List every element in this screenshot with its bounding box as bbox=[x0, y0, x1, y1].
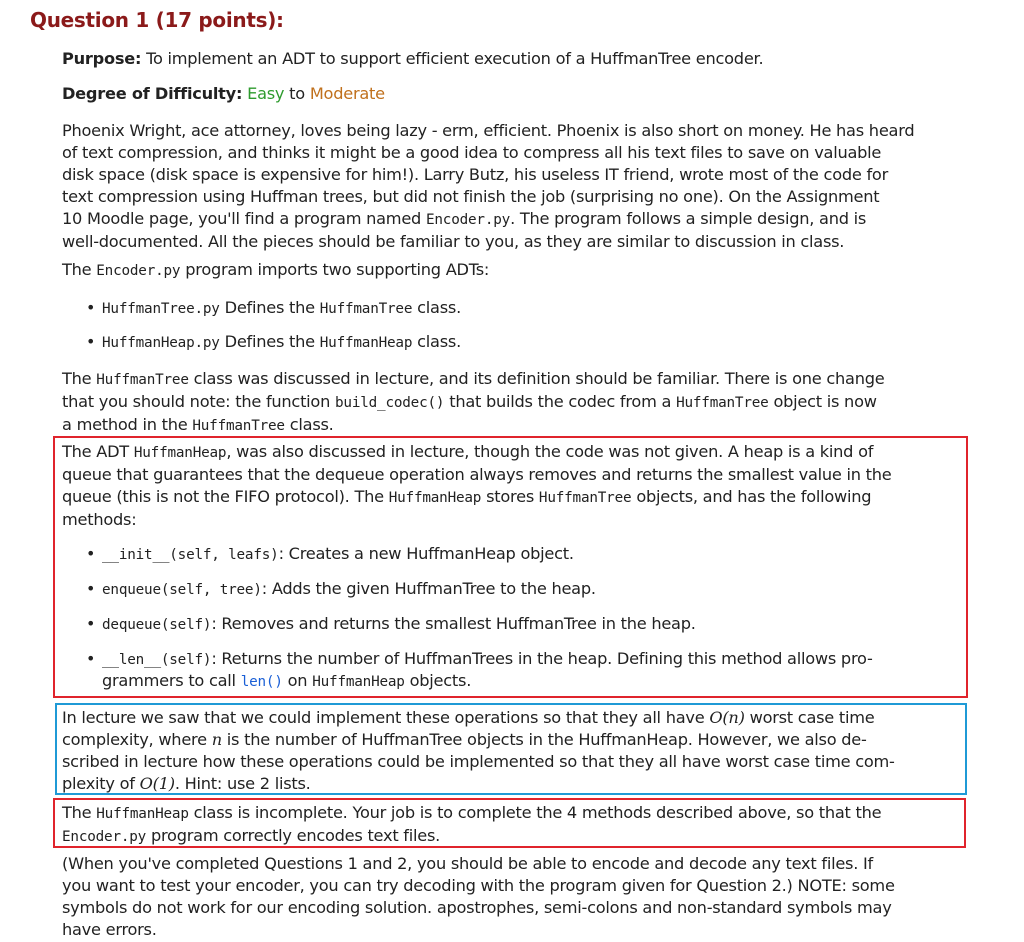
closing-line-4: have errors. bbox=[62, 920, 157, 939]
encoder-filename: Encoder.py bbox=[425, 212, 511, 228]
heap-line-2: queue that guarantees that the dequeue operation always removes and returns the smallest value in the bbox=[62, 465, 892, 484]
lp-l1m: O(n) bbox=[709, 708, 745, 727]
lc-a: grammers to call bbox=[102, 671, 236, 690]
method-signature: dequeue(self) bbox=[102, 617, 212, 633]
heap-paragraph bbox=[62, 441, 948, 531]
lp-l2m: n bbox=[211, 730, 222, 749]
closing-line-2: you want to test your encoder, you can try decoding with the program given for Question 2.) NOTE: some bbox=[62, 876, 895, 895]
lp-l2a: complexity, where bbox=[62, 730, 207, 749]
closing-line-1: (When you've completed Questions 1 and 2, you should be able to encode and decode any text files. If bbox=[62, 854, 873, 873]
lecture-paragraph bbox=[62, 707, 948, 795]
intro-line-2: of text compression, and thinks it might be a good idea to compress all his text files to save on valuable bbox=[62, 143, 882, 162]
tp-l2b: program correctly encodes text files. bbox=[150, 826, 441, 845]
lp-l4b: . Hint: use 2 lists. bbox=[174, 774, 311, 793]
method-desc: : Returns the number of HuffmanTrees in the heap. Defining this method allows pro- bbox=[211, 649, 873, 668]
h-l3b: stores bbox=[486, 487, 535, 506]
task-line-1 bbox=[62, 802, 948, 825]
t-l3b: class. bbox=[289, 415, 334, 434]
method-desc: : Creates a new HuffmanHeap object. bbox=[278, 544, 574, 563]
lecture-line-2 bbox=[62, 729, 948, 751]
h-l3c: objects, and has the following bbox=[636, 487, 872, 506]
task-line-2 bbox=[62, 825, 948, 848]
intro-paragraph bbox=[62, 120, 948, 253]
bullet-dot-icon: • bbox=[86, 649, 96, 668]
difficulty-line bbox=[62, 83, 948, 105]
tree-paragraph bbox=[62, 368, 948, 437]
bullet-dot-icon: • bbox=[86, 298, 96, 317]
len-function-code: len() bbox=[240, 674, 283, 690]
adt-mid: Defines the bbox=[224, 298, 315, 317]
lp-l4a: plexity of bbox=[62, 774, 135, 793]
adt-class: HuffmanHeap bbox=[319, 335, 413, 351]
tp-l1code: HuffmanHeap bbox=[96, 806, 189, 822]
h-l3a: queue (this is not the FIFO protocol). The bbox=[62, 487, 384, 506]
imports-line bbox=[62, 259, 948, 282]
h-l3code2: HuffmanTree bbox=[538, 490, 632, 506]
bullet-dot-icon: • bbox=[86, 332, 96, 351]
tree-line-2 bbox=[62, 391, 948, 414]
h-l1b: , was also discussed in lecture, though the code was not given. A heap is a kind of bbox=[226, 442, 874, 461]
tp-l2code: Encoder.py bbox=[62, 829, 147, 845]
imports-b: program imports two supporting ADTs: bbox=[185, 260, 490, 279]
adt-end: class. bbox=[417, 332, 461, 351]
heap-line-3 bbox=[62, 486, 948, 509]
lp-l2b: is the number of HuffmanTree objects in the HuffmanHeap. However, we also de- bbox=[226, 730, 867, 749]
purpose-label: Purpose: bbox=[62, 49, 142, 68]
intro-l5-b: . The program follows a simple design, and is bbox=[510, 209, 867, 228]
t-l2a: that you should note: the function bbox=[62, 392, 331, 411]
lecture-line-1 bbox=[62, 707, 948, 729]
adt-mid: Defines the bbox=[224, 332, 315, 351]
bullet-dot-icon: • bbox=[86, 614, 96, 633]
task-paragraph bbox=[62, 802, 948, 848]
adt-end: class. bbox=[417, 298, 461, 317]
imports-code: Encoder.py bbox=[96, 263, 181, 279]
lc-code2: HuffmanHeap bbox=[312, 674, 405, 690]
difficulty-to: to bbox=[289, 84, 305, 103]
adt-file: HuffmanTree.py bbox=[102, 301, 220, 317]
t-l3a: a method in the bbox=[62, 415, 188, 434]
method-desc: : Adds the given HuffmanTree to the heap. bbox=[261, 579, 596, 598]
t-l2code: build_codec() bbox=[335, 395, 445, 411]
intro-line-5 bbox=[62, 208, 948, 231]
tree-line-3 bbox=[62, 414, 948, 437]
tp-l1a: The bbox=[62, 803, 92, 822]
intro-line-3: disk space (disk space is expensive for him!). Larry Butz, his useless IT friend, wrote most of the code for bbox=[62, 165, 888, 184]
closing-paragraph bbox=[62, 853, 948, 941]
difficulty-moderate: Moderate bbox=[309, 84, 385, 103]
t-l1a: The bbox=[62, 369, 92, 388]
h-l3code: HuffmanHeap bbox=[388, 490, 482, 506]
t-l2c: object is now bbox=[773, 392, 877, 411]
lp-l1b: worst case time bbox=[749, 708, 875, 727]
intro-line-1: Phoenix Wright, ace attorney, loves being lazy - erm, efficient. Phoenix is also short on money. He has heard bbox=[62, 121, 915, 140]
bullet-dot-icon: • bbox=[86, 544, 96, 563]
tree-line-1 bbox=[62, 368, 948, 391]
t-l1b: class was discussed in lecture, and its definition should be familiar. There is one change bbox=[193, 369, 885, 388]
h-l1a: The ADT bbox=[62, 442, 129, 461]
adt-file: HuffmanHeap.py bbox=[102, 335, 220, 351]
h-l1code: HuffmanHeap bbox=[133, 445, 227, 461]
t-l2b: that builds the codec from a bbox=[449, 392, 672, 411]
adt-class: HuffmanTree bbox=[319, 301, 413, 317]
closing-line-3: symbols do not work for our encoding solution. apostrophes, semi-colons and non-standard symbols may bbox=[62, 898, 892, 917]
question-title: Question 1 (17 points): bbox=[30, 8, 284, 32]
heap-line-1 bbox=[62, 441, 948, 464]
purpose-line bbox=[62, 48, 948, 70]
t-l3code: HuffmanTree bbox=[192, 418, 285, 434]
intro-line-6: well-documented. All the pieces should be familiar to you, as they are similar to discussion in class. bbox=[62, 232, 845, 251]
lecture-line-3: scribed in lecture how these operations could be implemented so that they all have worst case time com- bbox=[62, 752, 895, 771]
purpose-text: To implement an ADT to support efficient execution of a HuffmanTree encoder. bbox=[146, 49, 764, 68]
method-desc: : Removes and returns the smallest HuffmanTree in the heap. bbox=[211, 614, 696, 633]
lp-l4m: O(1) bbox=[139, 774, 175, 793]
intro-l5-a: 10 Moodle page, you'll find a program named bbox=[62, 209, 422, 228]
intro-line-4: text compression using Huffman trees, but did not finish the job (surprising no one). On the Assignment bbox=[62, 187, 880, 206]
method-signature: enqueue(self, tree) bbox=[102, 582, 262, 598]
lc-b: on bbox=[287, 671, 308, 690]
difficulty-easy: Easy bbox=[247, 84, 285, 103]
bullet-dot-icon: • bbox=[86, 579, 96, 598]
lc-c: objects. bbox=[409, 671, 472, 690]
heap-line-4: methods: bbox=[62, 510, 137, 529]
difficulty-label: Degree of Difficulty: bbox=[62, 84, 243, 103]
method-signature: __len__(self) bbox=[102, 652, 212, 668]
imports-a: The bbox=[62, 260, 92, 279]
t-l2code2: HuffmanTree bbox=[676, 395, 769, 411]
tp-l1b: class is incomplete. Your job is to complete the 4 methods described above, so that the bbox=[193, 803, 882, 822]
lecture-line-4 bbox=[62, 773, 948, 795]
lp-l1a: In lecture we saw that we could implement these operations so that they all have bbox=[62, 708, 705, 727]
method-signature: __init__(self, leafs) bbox=[102, 547, 279, 563]
t-l1code: HuffmanTree bbox=[96, 372, 189, 388]
